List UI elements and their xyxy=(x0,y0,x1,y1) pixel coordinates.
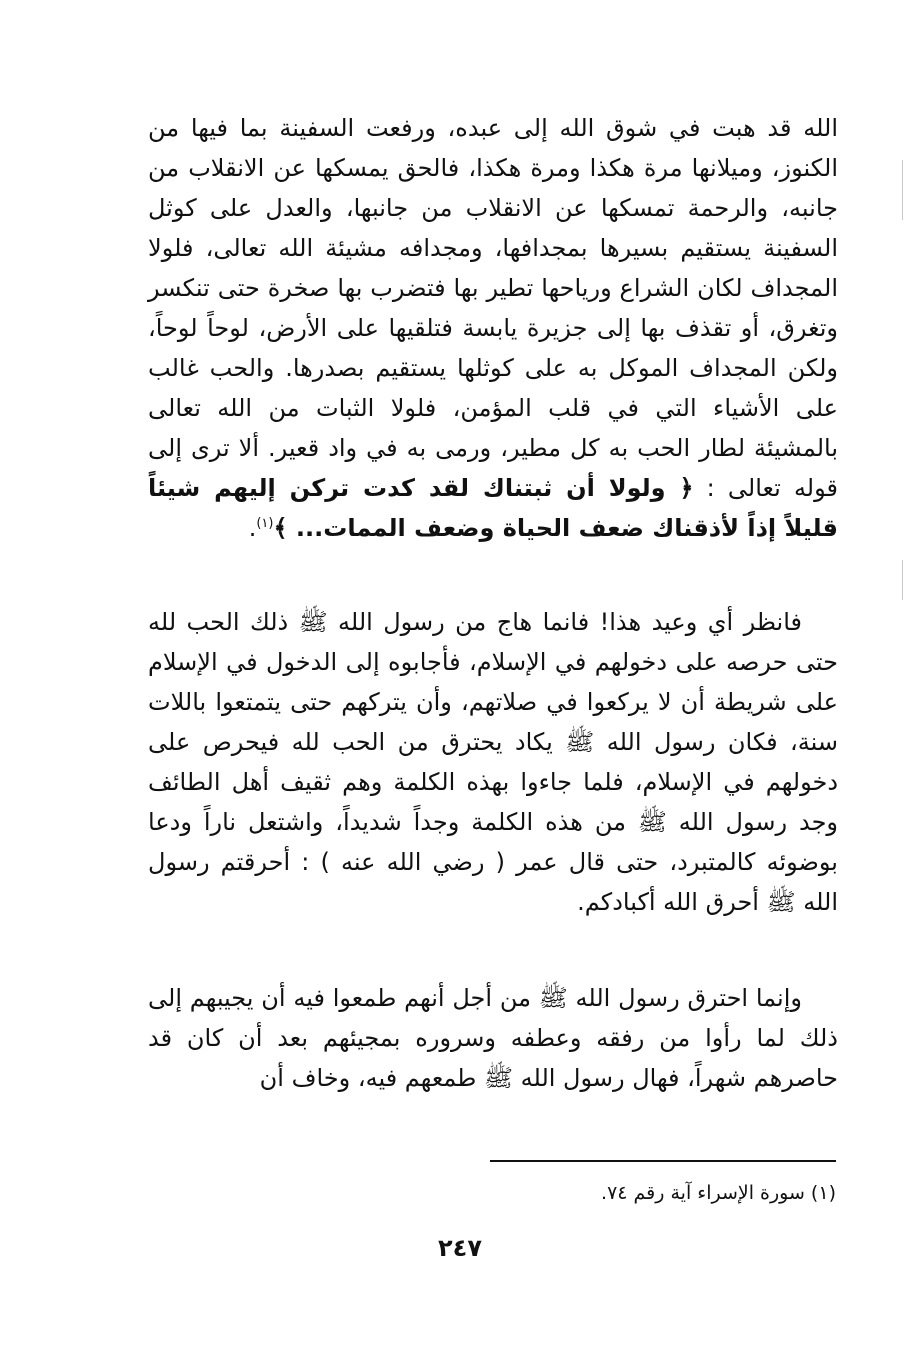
paragraph-1-end: . xyxy=(248,514,257,542)
paragraph-3 xyxy=(148,978,838,1098)
paragraph-2-text: فانظر أي وعيد هذا! فانما هاج من رسول الله ﷺ ذلك الحب لله حتى حرصه على دخولهم في الإسلام، فأجابوه إلى الدخول في الإسلام على شريطة أن لا يركعوا في صلاتهم، وأن يتركهم حتى يتمتعوا باللات سنة، فكان رسول الله ﷺ يكاد يحترق من الحب لله فيحرص على دخولهم في الإسلام، فلما جاءوا بهذه الكلمة وهم ثقيف أهل الطائف وجد رسول الله ﷺ من هذه الكلمة وجداً شديداً، واشتعل ناراً ودعا بوضوئه كالمتبرد، حتى قال عمر ( رضي الله عنه ) : أحرقتم رسول الله ﷺ أحرق الله أكبادكم. xyxy=(148,608,838,916)
footnote-divider xyxy=(490,1160,836,1162)
footnote-text: (١) سورة الإسراء آية رقم ٧٤. xyxy=(601,1182,836,1204)
paragraph-1 xyxy=(148,108,838,548)
paragraph-3-text: وإنما احترق رسول الله ﷺ من أجل أنهم طمعوا فيه أن يجيبهم إلى ذلك لما رأوا من رفقه وعطفه وسروره بمجيئهم بعد أن كان قد حاصرهم شهراً، فهال رسول الله ﷺ طمعهم فيه، وخاف أن xyxy=(148,984,838,1092)
footnote xyxy=(420,1178,836,1208)
paragraph-2 xyxy=(148,602,838,922)
scan-edge-mark xyxy=(902,160,903,220)
quran-verse-quote: ﴿ ولولا أن ثبتناك لقد كدت تركن إليهم شيئاً قليلاً إذاً لأذقناك ضعف الحياة وضعف الممات... ﴾ xyxy=(148,474,838,542)
paragraph-1-text: الله قد هبت في شوق الله إلى عبده، ورفعت السفينة بما فيها من الكنوز، وميلانها مرة هكذا ومرة هكذا، فالحق يمسكها عن الانقلاب من جانبه، والرحمة تمسكها عن الانقلاب من جانبها، والعدل على كوثل السفينة يستقيم بسيرها بمجدافها، ومجدافه مشيئة الله تعالى، فلولا المجداف لكان الشراع ورياحها تطير بها فتضرب بها صخرة حتى تنكسر وتغرق، أو تقذف بها إلى جزيرة يابسة فتلقيها على الأرض، لوحاً لوحاً، ولكن المجداف الموكل به على كوثلها يستقيم بصدرها. والحب غالب على الأشياء التي في قلب المؤمن، فلولا الثبات من الله تعالى بالمشيئة لطار الحب به كل مطير، ورمى به في واد قعير. ألا ترى إلى قوله تعالى : xyxy=(148,114,838,502)
footnote-reference: (١) xyxy=(256,516,274,531)
scan-edge-mark xyxy=(902,560,903,600)
page-number: ٢٤٧ xyxy=(438,1234,482,1262)
